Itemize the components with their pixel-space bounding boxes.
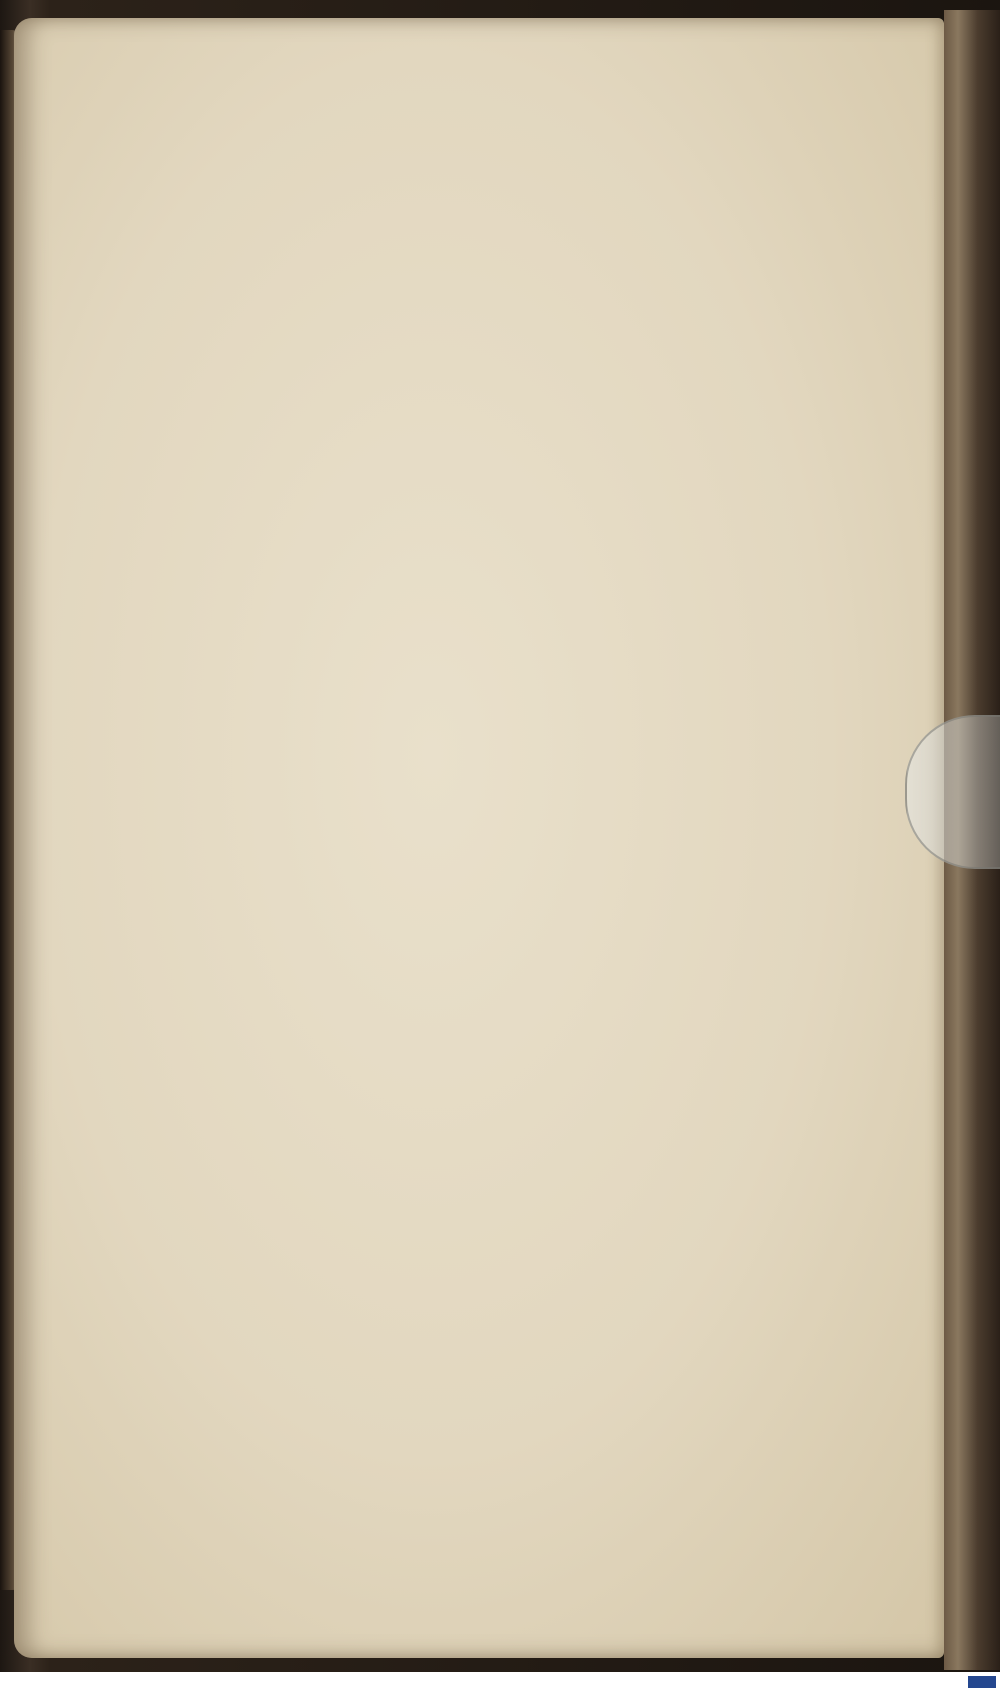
dfg-logo (968, 1676, 996, 1688)
digitization-footer (0, 1672, 1000, 1693)
book-page (14, 18, 944, 1658)
